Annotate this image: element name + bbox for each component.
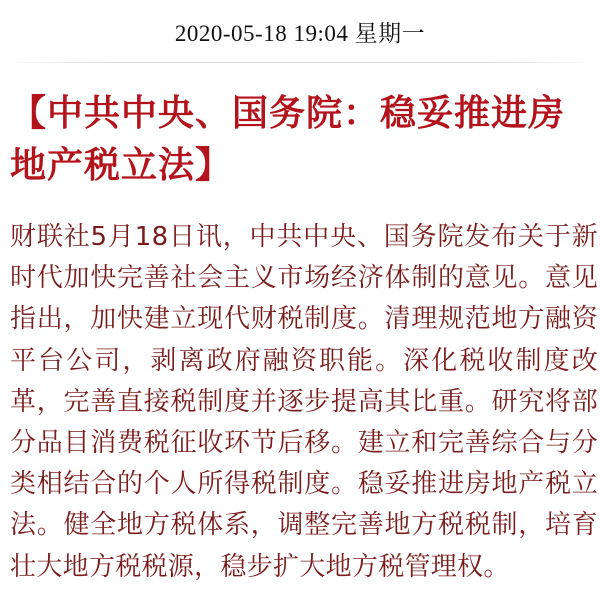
article-headline: 【中共中央、国务院：稳妥推进房地产税立法】	[10, 93, 566, 186]
article-body: 财联社5月18日讯，中共中央、国务院发布关于新时代加快完善社会主义市场经济体制的意见。意见指出，加快建立现代财税制度。清理规范地方融资平台公司，剥离政府融资职能。深化税收制度改革，完善直接税制度并逐步提高其比重。研究将部分品目消费税征收环节后移。建立和完善综合与分类相结合的个人所得税制度。稳妥推进房地产税立法。健全地方税体系，调整完善地方税税制，培育壮大地方税税源，稳步扩大地方税管理权。	[10, 222, 598, 582]
post-timestamp: 2020-05-18 19:04 星期一	[174, 20, 426, 46]
timestamp-bar	[0, 0, 600, 62]
divider	[0, 62, 600, 63]
